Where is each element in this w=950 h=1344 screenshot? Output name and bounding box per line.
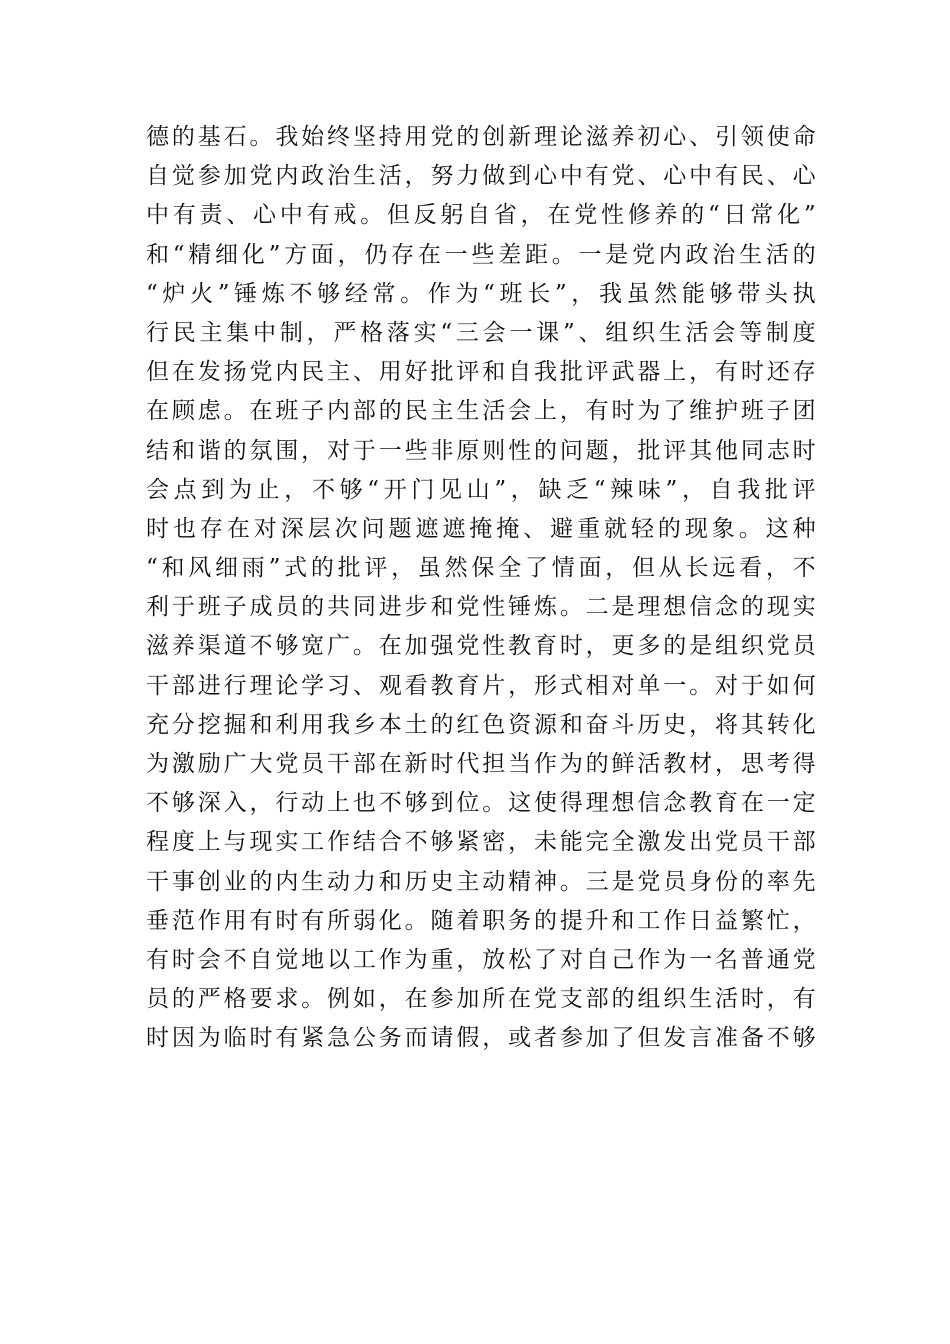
text-line: 时也存在对深层次问题遮遮掩掩、避重就轻的现象。这种: [146, 515, 816, 542]
text-line: 垂范作用有时有所弱化。随着职务的提升和工作日益繁忙，: [146, 907, 816, 934]
text-line: “和风细雨”式的批评，虽然保全了情面，但从长远看，不: [146, 555, 816, 582]
text-line: 自觉参加党内政治生活，努力做到心中有党、心中有民、心: [146, 163, 816, 190]
text-line: 但在发扬党内民主、用好批评和自我批评武器上，有时还存: [146, 359, 816, 386]
text-line: 中有责、心中有戒。但反躬自省，在党性修养的“日常化”: [146, 202, 816, 229]
text-line: “炉火”锤炼不够经常。作为“班长”，我虽然能够带头执: [146, 280, 816, 307]
text-line: 时因为临时有紧急公务而请假，或者参加了但发言准备不够: [146, 1025, 816, 1052]
text-line: 员的严格要求。例如，在参加所在党支部的组织生活时，有: [146, 986, 816, 1013]
text-line: 滋养渠道不够宽广。在加强党性教育时，更多的是组织党员: [146, 633, 816, 660]
text-line: 会点到为止，不够“开门见山”，缺乏“辣味”，自我批评: [146, 476, 816, 503]
text-line: 程度上与现实工作结合不够紧密，未能完全激发出党员干部: [146, 829, 816, 856]
text-line: 为激励广大党员干部在新时代担当作为的鲜活教材，思考得: [146, 751, 816, 777]
body-paragraph: [146, 118, 816, 1059]
text-line: 结和谐的氛围，对于一些非原则性的问题，批评其他同志时: [146, 437, 816, 464]
text-line: 德的基石。我始终坚持用党的创新理论滋养初心、引领使命: [146, 124, 816, 150]
text-line: 干部进行理论学习、观看教育片，形式相对单一。对于如何: [146, 672, 816, 699]
text-line: 在顾虑。在班子内部的民主生活会上，有时为了维护班子团: [146, 398, 816, 425]
text-line: 和“精细化”方面，仍存在一些差距。一是党内政治生活的: [146, 241, 816, 268]
text-line: 利于班子成员的共同进步和党性锤炼。二是理想信念的现实: [146, 594, 816, 621]
text-line: 行民主集中制，严格落实“三会一课”、组织生活会等制度: [146, 319, 816, 346]
text-line: 有时会不自觉地以工作为重，放松了对自己作为一名普通党: [146, 946, 816, 973]
text-line: 充分挖掘和利用我乡本土的红色资源和奋斗历史，将其转化: [146, 711, 816, 738]
text-line: 干事创业的内生动力和历史主动精神。三是党员身份的率先: [146, 868, 816, 895]
text-line: 不够深入，行动上也不够到位。这使得理想信念教育在一定: [146, 790, 816, 817]
